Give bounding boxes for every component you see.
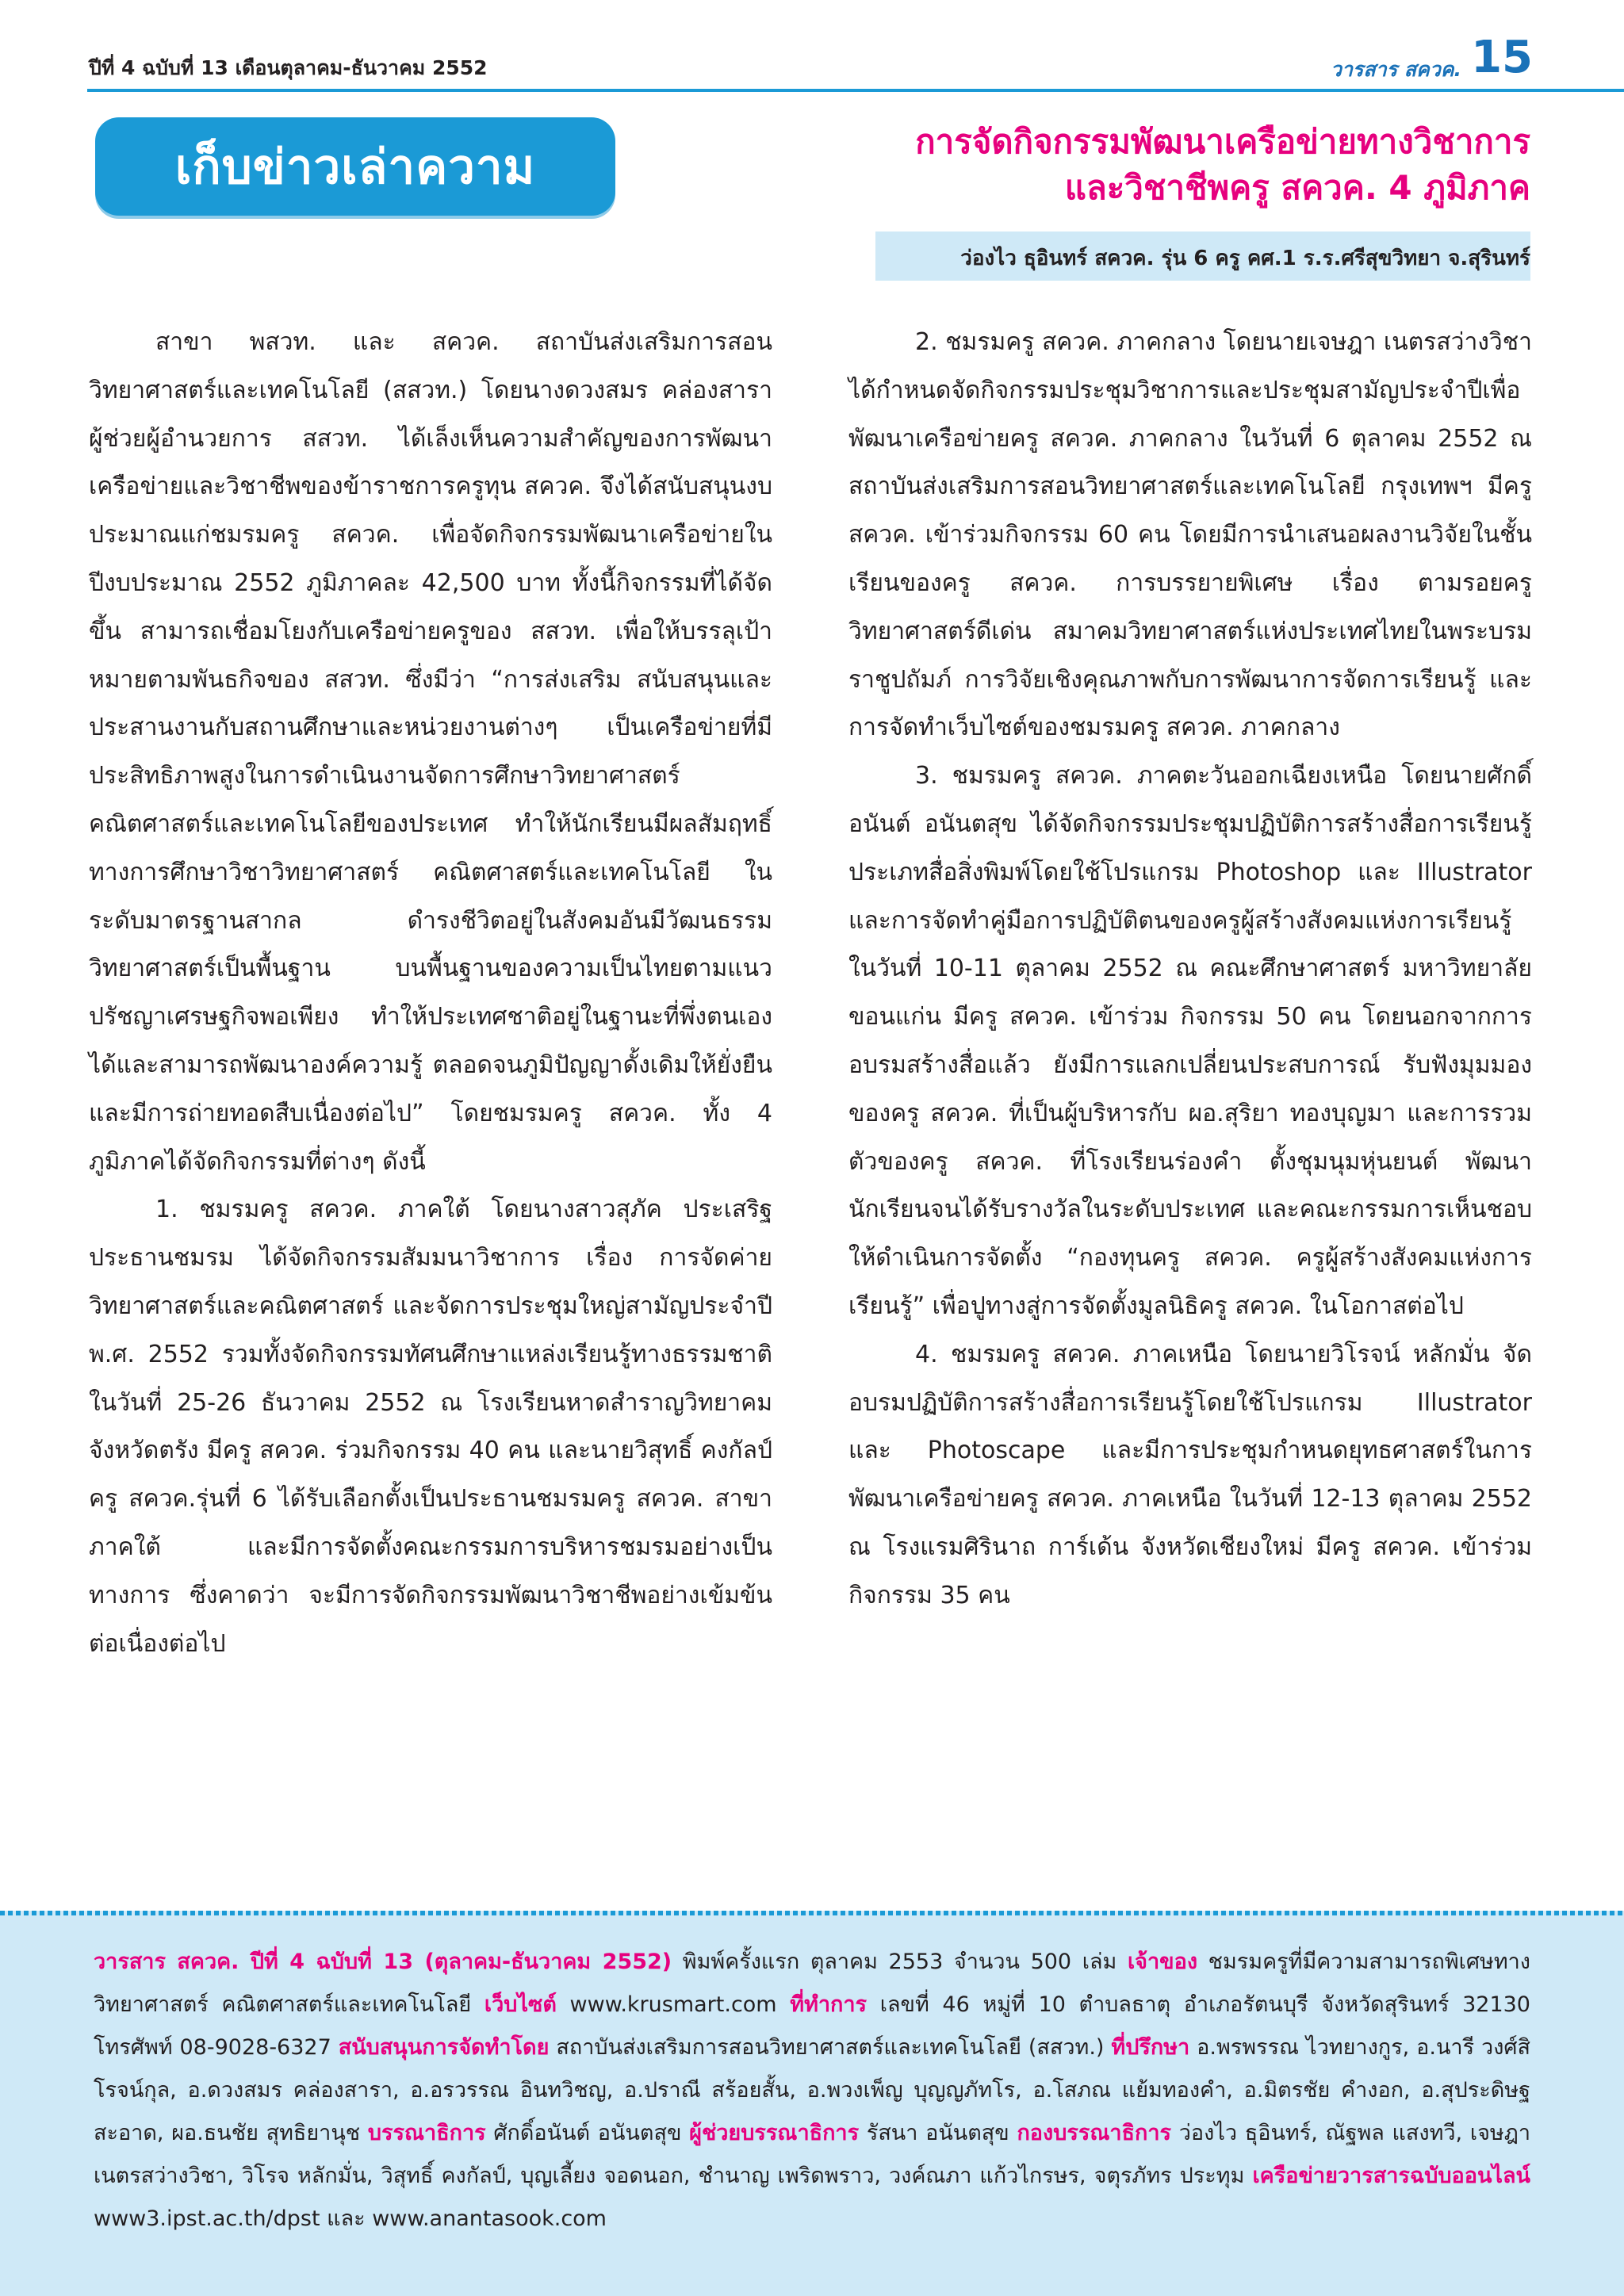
colophon-board-key: กองบรรณาธิการ: [1017, 2121, 1172, 2145]
colophon-dotted-rule: [0, 1911, 1624, 1915]
header-rule: [87, 89, 1624, 92]
body-column-right: [848, 319, 1532, 1621]
colophon-support: สถาบันส่งเสริมการสอนวิทยาศาสตร์และเทคโนโลยี (สสวท.): [549, 2035, 1112, 2060]
magazine-name: วารสาร สควค.: [1330, 58, 1461, 81]
paragraph: 1. ชมรมครู สควค. ภาคใต้ โดยนางสาวสุภัค ประเสริฐ ประธานชมรม ได้จัดกิจกรรมสัมมนาวิชาการ เรื่อง การจัดค่ายวิทยาศาสตร์และคณิตศาสตร์ และจัดการประชุมใหญ่สามัญประจำปี พ.ศ. 2552 รวมทั้งจัดกิจกรรมทัศนศึกษาแหล่งเรียนรู้ทางธรรมชาติ ในวันที่ 25-26 ธันวาคม 2552 ณ โรงเรียนหาดสำราญวิทยาคม จังหวัดตรัง มีครู สควค. ร่วมกิจกรรม 40 คน และนายวิสุทธิ์ คงกัลป์ ครู สควค.รุ่นที่ 6 ได้รับเลือกตั้งเป็นประธานชมรมครู สควค. สาขาภาคใต้ และมีการจัดตั้งคณะกรรมการบริหารชมรมอย่างเป็นทางการ ซึ่งคาดว่า จะมีการจัดกิจกรรมพัฒนาวิชาชีพอย่างเข้มข้นต่อเนื่องต่อไป: [89, 1196, 772, 1658]
paragraph: 2. ชมรมครู สควค. ภาคกลาง โดยนายเจษฎา เนตรสว่างวิชา ได้กำหนดจัดกิจกรรมประชุมวิชาการและประชุมสามัญประจำปีเพื่อพัฒนาเครือข่ายครู สควค. ภาคกลาง ในวันที่ 6 ตุลาคม 2552 ณ สถาบันส่งเสริมการสอนวิทยาศาสตร์และเทคโนโลยี กรุงเทพฯ มีครู สควค. เข้าร่วมกิจกรรม 60 คน โดยมีการนำเสนอผลงานวิจัยในชั้นเรียนของครู สควค. การบรรยายพิเศษ เรื่อง ตามรอยครูวิทยาศาสตร์ดีเด่น สมาคมวิทยาศาสตร์แห่งประเทศไทยในพระบรมราชูปถัมภ์ การวิจัยเชิงคุณภาพกับการพัฒนาการจัดการเรียนรู้ และการจัดทำเว็บไซต์ของชมรมครู สควค. ภาคกลาง: [848, 328, 1532, 742]
byline: ว่องไว ธุอินทร์ สควค. รุ่น 6 ครู คศ.1 ร.ร.ศรีสุขวิทยา จ.สุรินทร์: [960, 247, 1530, 270]
colophon-print: พิมพ์ครั้งแรก ตุลาคม 2553 จำนวน 500 เล่ม: [672, 1950, 1128, 1974]
section-badge-label: เก็บข่าวเล่าความ: [174, 139, 536, 195]
colophon-text: [94, 1941, 1530, 2241]
paragraph: 3. ชมรมครู สควค. ภาคตะวันออกเฉียงเหนือ โดยนายศักดิ์อนันต์ อนันตสุข ได้จัดกิจกรรมประชุมปฏิบัติการสร้างสื่อการเรียนรู้ประเภทสื่อสิ่งพิมพ์โดยใช้โปรแกรม Photoshop และ Illustrator และการจัดทำคู่มือการปฏิบัติตนของครูผู้สร้างสังคมแห่งการเรียนรู้ ในวันที่ 10-11 ตุลาคม 2552 ณ คณะศึกษาศาสตร์ มหาวิทยาลัยขอนแก่น มีครู สควค. เข้าร่วม กิจกรรม 50 คน โดยนอกจากการอบรมสร้างสื่อแล้ว ยังมีการแลกเปลี่ยนประสบการณ์ รับฟังมุมมองของครู สควค. ที่เป็นผู้บริหารกับ ผอ.สุริยา ทองบุญมา และการรวมตัวของครู สควค. ที่โรงเรียนร่องคำ ตั้งชุมนุมหุ่นยนต์ พัฒนานักเรียนจนได้รับรางวัลในระดับประเทศ และคณะกรรมการเห็นชอบให้ดำเนินการจัดตั้ง “กองทุนครู สควค. ครูผู้สร้างสังคมแห่งการเรียนรู้” เพื่อปูทางสู่การจัดตั้งมูลนิธิครู สควค. ในโอกาสต่อไป: [848, 762, 1532, 1320]
paragraph: สาขา พสวท. และ สควค. สถาบันส่งเสริมการสอนวิทยาศาสตร์และเทคโนโลยี (สสวท.) โดยนางดวงสมร คล่องสารา ผู้ช่วยผู้อำนวยการ สสวท. ได้เล็งเห็นความสำคัญของการพัฒนาเครือข่ายและวิชาชีพของข้าราชการครูทุน สควค. จึงได้สนับสนุนงบประมาณแก่ชมรมครู สควค. เพื่อจัดกิจกรรมพัฒนาเครือข่ายในปีงบประมาณ 2552 ภูมิภาคละ 42,500 บาท ทั้งนี้กิจกรรมที่ได้จัดขึ้น สามารถเชื่อมโยงกับเครือข่ายครูของ สสวท. เพื่อให้บรรลุเป้าหมายตามพันธกิจของ สสวท. ซึ่งมีว่า “การส่งเสริม สนับสนุนและประสานงานกับสถานศึกษาและหน่วยงานต่างๆ เป็นเครือข่ายที่มีประสิทธิภาพสูงในการดำเนินงานจัดการศึกษาวิทยาศาสตร์ คณิตศาสตร์และเทคโนโลยีของประเทศ ทำให้นักเรียนมีผลสัมฤทธิ์ทางการศึกษาวิชาวิทยาศาสตร์ คณิตศาสตร์และเทคโนโลยี ในระดับมาตรฐานสากล ดำรงชีวิตอยู่ในสังคมอันมีวัฒนธรรมวิทยาศาสตร์เป็นพื้นฐาน บนพื้นฐานของความเป็นไทยตามแนวปรัชญาเศรษฐกิจพอเพียง ทำให้ประเทศชาติอยู่ในฐานะที่พึ่งตนเองได้และสามารถพัฒนาองค์ความรู้ ตลอดจนภูมิปัญญาดั้งเดิมให้ยั่งยืนและมีการถ่ายทอดสืบเนื่องต่อไป” โดยชมรมครู สควค. ทั้ง 4 ภูมิภาคได้จัดกิจกรรมที่ต่างๆ ดังนี้: [89, 328, 772, 1176]
page-number: 15: [1471, 32, 1533, 83]
colophon-assistant: รัสนา อนันตสุข: [859, 2121, 1017, 2145]
colophon-owner-key: เจ้าของ: [1127, 1950, 1198, 1974]
colophon-owner: ชมรมครูที่มีความสามารถพิเศษทางวิทยาศาสตร์ คณิตศาสตร์และเทคโนโลยี: [94, 1950, 1530, 2017]
colophon-website-link[interactable]: www.krusmart.com: [556, 1992, 791, 2017]
colophon-advisors: อ.พรพรรณ ไวทยางกูร, อ.นารี วงศ์สิโรจน์กุล, อ.ดวงสมร คล่องสารา, อ.อรวรรณ อินทวิชญ, อ.ปราณี สร้อยสั้น, อ.พวงเพ็ญ บุญญภัทโร, อ.โสภณ แย้มทองคำ, อ.มิตรชัย คำงอก, อ.สุประดิษฐ สะอาด, ผอ.ธนชัย สุทธิยานุช: [94, 2035, 1531, 2145]
colophon-editor-key: บรรณาธิการ: [367, 2121, 486, 2145]
colophon-online-key: เครือข่ายวารสารฉบับออนไลน์: [1252, 2164, 1530, 2188]
colophon-advisor-key: ที่ปรึกษา: [1111, 2035, 1190, 2060]
body-column-left: [89, 319, 772, 1668]
section-badge: [95, 117, 615, 216]
headline-line-2: และวิชาชีพครู สควค. 4 ภูมิภาค: [1064, 168, 1530, 207]
colophon-board: ว่องไว ธุอินทร์, ณัฐพล แสงทวี, เจษฎา เนตรสว่างวิชา, วิโรจ หลักมั่น, วิสุทธิ์ คงกัลป์, บุญเลี้ยง จอดนอก, ชำนาญ เพริดพราว, วงค์ณภา แก้วไกรษร, จตุรภัทร ประทุม: [94, 2121, 1530, 2188]
colophon-support-key: สนับสนุนการจัดทำโดย: [338, 2035, 550, 2060]
issue-info: ปีที่ 4 ฉบับที่ 13 เดือนตุลาคม-ธันวาคม 2552: [89, 56, 488, 79]
paragraph: 4. ชมรมครู สควค. ภาคเหนือ โดยนายวิโรจน์ หลักมั่น จัดอบรมปฏิบัติการสร้างสื่อการเรียนรู้โดยใช้โปรแกรม Illustrator และ Photoscape และมีการประชุมกำหนดยุทธศาสตร์ในการพัฒนาเครือข่ายครู สควค. ภาคเหนือ ในวันที่ 12-13 ตุลาคม 2552 ณ โรงแรมศิรินาถ การ์เด้น จังหวัดเชียงใหม่ มีครู สควค. เข้าร่วม กิจกรรม 35 คน: [848, 1340, 1532, 1609]
colophon-website-key: เว็บไซต์: [484, 1992, 557, 2017]
colophon-magazine: วารสาร สควค. ปีที่ 4 ฉบับที่ 13 (ตุลาคม-ธันวาคม 2552): [94, 1950, 672, 1974]
article-headline: [658, 119, 1530, 211]
colophon-online-links[interactable]: www3.ipst.ac.th/dpst และ www.anantasook.com: [94, 2206, 607, 2231]
colophon-assistant-key: ผู้ช่วยบรรณาธิการ: [689, 2121, 860, 2145]
colophon-office: เลขที่ 46 หมู่ที่ 10 ตำบลธาตุ อำเภอรัตนบุรี จังหวัดสุรินทร์ 32130 โทรศัพท์ 08-9028-6327: [94, 1992, 1530, 2060]
colophon-editor: ศักดิ์อนันต์ อนันตสุข: [485, 2121, 690, 2145]
colophon-office-key: ที่ทำการ: [790, 1992, 868, 2017]
headline-line-1: การจัดกิจกรรมพัฒนาเครือข่ายทางวิชาการ: [915, 122, 1530, 161]
